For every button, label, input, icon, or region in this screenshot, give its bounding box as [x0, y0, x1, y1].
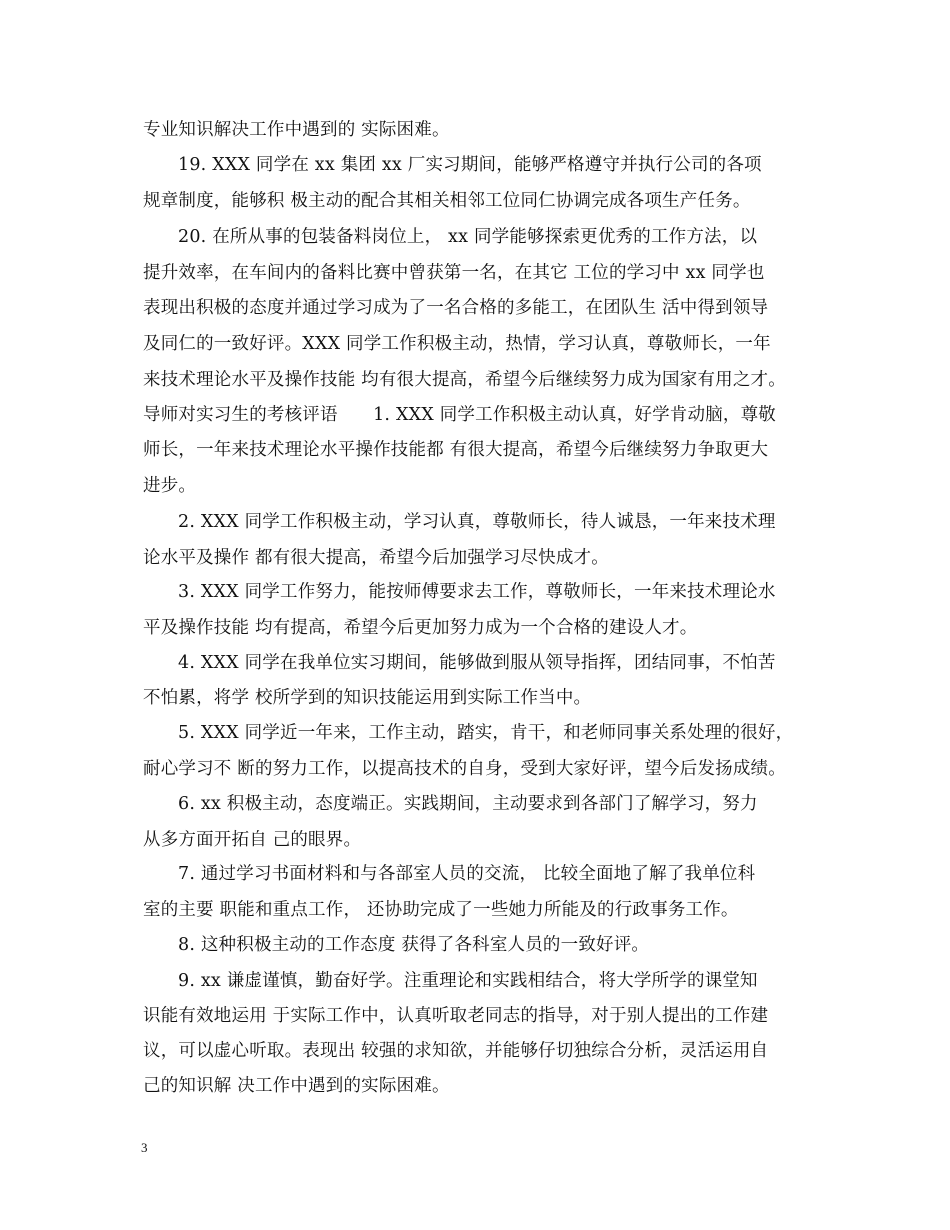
- text-line: 20. 在所从事的包装备料岗位上， xx 同学能够探索更优秀的工作方法，以: [178, 227, 758, 247]
- text-line: 7. 通过学习书面材料和与各部室人员的交流， 比较全面地了解了我单位科: [178, 864, 756, 884]
- text-line: 8. 这种积极主动的工作态度 获得了各科室人员的一致好评。: [178, 935, 650, 955]
- text-line: 师长，一年来技术理论水平操作技能都 有很大提高，希望今后继续努力争取更大: [143, 440, 769, 460]
- page-number: 3: [141, 1140, 148, 1155]
- text-line: 导师对实习生的考核评语 1. XXX 同学工作积极主动认真，好学肯动脑，尊敬: [143, 405, 776, 425]
- text-line: 3. XXX 同学工作努力，能按师傅要求去工作，尊敬师长，一年来技术理论水: [178, 582, 776, 602]
- text-line: 平及操作技能 均有提高，希望今后更加努力成为一个合格的建设人才。: [143, 618, 698, 638]
- text-line: 识能有效地运用 于实际工作中，认真听取老同志的指导，对于别人提出的工作建: [143, 1006, 769, 1026]
- text-line: 从多方面开拓自 己的眼界。: [143, 830, 362, 850]
- text-line: 耐心学习不 断的努力工作，以提高技术的自身，受到大家好评，望今后发扬成绩。: [143, 759, 786, 779]
- text-line: 不怕累，将学 校所学到的知识技能运用到实际工作当中。: [143, 688, 592, 708]
- text-line: 2. XXX 同学工作积极主动，学习认真，尊敬师长，待人诚恳，一年来技术理: [178, 512, 776, 532]
- text-line: 规章制度，能够积 极主动的配合其相关相邻工位同仁协调完成各项生产任务。: [143, 191, 751, 211]
- text-line: 19. XXX 同学在 xx 集团 xx 厂实习期间，能够严格遵守并执行公司的各项: [178, 155, 762, 175]
- text-line: 9. xx 谦虚谨慎，勤奋好学。注重理论和实践相结合，将大学所学的课堂知: [178, 971, 758, 991]
- text-line: 论水平及操作 都有很大提高，希望今后加强学习尽快成才。: [143, 548, 609, 568]
- text-line: 提升效率，在车间内的备料比赛中曾获第一名，在其它 工位的学习中 xx 同学也: [143, 263, 765, 283]
- text-line: 室的主要 职能和重点工作， 还协助完成了一些她力所能及的行政事务工作。: [143, 900, 739, 920]
- text-line: 来技术理论水平及操作技能 均有很大提高，希望今后继续努力成为国家有用之才。: [143, 370, 786, 390]
- text-line: 及同仁的一致好评。XXX 同学工作积极主动，热情，学习认真，尊敬师长，一年: [143, 334, 771, 354]
- text-line: 5. XXX 同学近一年来，工作主动，踏实，肯干，和老师同事关系处理的很好，: [178, 723, 794, 743]
- text-line: 进步。: [143, 476, 197, 496]
- text-line: 4. XXX 同学在我单位实习期间，能够做到服从领导指挥，团结同事，不怕苦: [178, 653, 776, 673]
- text-line: 专业知识解决工作中遇到的 实际困难。: [143, 120, 450, 140]
- text-line: 表现出积极的态度并通过学习成为了一名合格的多能工，在团队生 活中得到领导: [143, 298, 769, 318]
- text-line: 议，可以虚心听取。表现出 较强的求知欲，并能够仔切独综合分析，灵活运用自: [143, 1041, 769, 1061]
- text-line: 己的知识解 决工作中遇到的实际困难。: [143, 1076, 450, 1096]
- text-line: 6. xx 积极主动，态度端正。实践期间，主动要求到各部门了解学习，努力: [178, 794, 758, 814]
